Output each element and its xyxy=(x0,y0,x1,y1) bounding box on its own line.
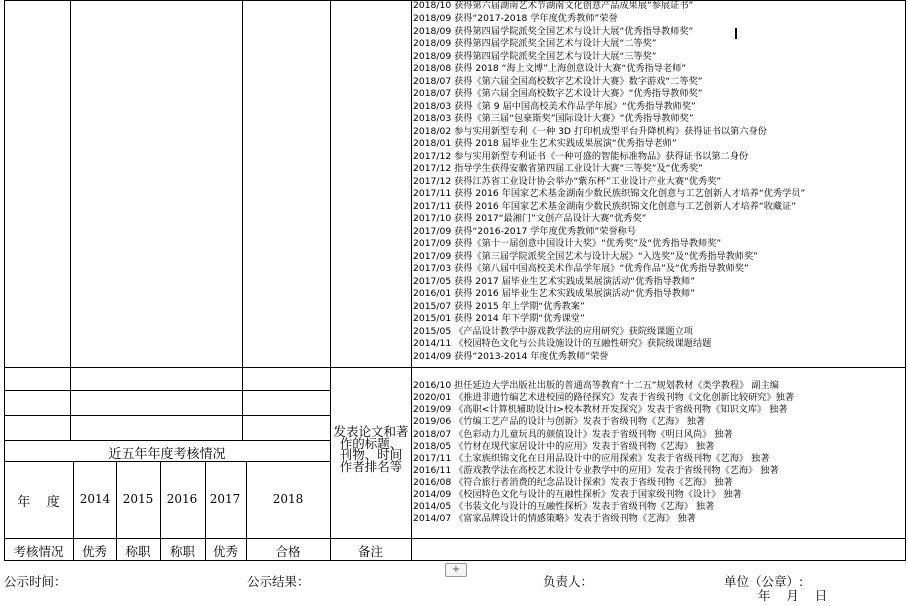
year-cell: 2016 xyxy=(166,492,198,506)
list-item: 2018/07 获得《第六届全国高校数字艺术设计大赛》数字游戏“二等奖” xyxy=(413,76,703,87)
list-item: 2017/11 获得 2016 年国家艺术基金湖南少数民族织锦文化创意与工艺创新人才培养“优秀学员” xyxy=(413,188,806,199)
list-item: 2018/09 获得第四届学院派奖全国艺术与设计大展“优秀指导教师奖” xyxy=(413,26,694,37)
result-cell: 称职 xyxy=(125,544,151,559)
list-item: 2015/01 获得 2014 年下学期“优秀课堂” xyxy=(413,313,585,324)
list-item: 2018/07 获得《第六届全国高校数字艺术设计大赛》“优秀指导教师奖” xyxy=(413,88,703,99)
grid-line xyxy=(4,560,906,561)
grid-line xyxy=(4,367,906,368)
unit-seal-label: 单位（公章）: xyxy=(724,574,804,589)
grid-line xyxy=(4,390,330,391)
list-item: 2019/09 《高职<计算机辅助设计Ⅰ>校本教材开发探究》发表于省级刊物《知识文库》 独著 xyxy=(413,404,788,415)
list-item: 2017/11 《土家族织锦文化在日用品设计中的应用探索》发表于省级刊物《艺海》 独著 xyxy=(413,453,770,464)
list-item: 2016/08 《符合旅行者消费的纪念品设计探索》发表于省级刊物《艺海》 独著 xyxy=(413,477,733,488)
year-label: 年 度 xyxy=(17,495,60,510)
list-item: 2019/06 《竹编工艺产品的设计与创新》发表于省级刊物《艺海》 独著 xyxy=(413,416,706,427)
add-row-icon[interactable]: + xyxy=(445,563,467,577)
notice-result-label: 公示结果： xyxy=(247,574,310,589)
list-item: 2018/08 获得 2018 “海上文博”上海创意设计大赛“优秀指导老师” xyxy=(413,63,687,74)
list-item: 2018/09 获得第四届学院派奖全国艺术与设计大展“三等奖” xyxy=(413,51,657,62)
result-cell: 优秀 xyxy=(212,544,238,559)
publications-header-line: 刊物、时间 xyxy=(339,447,403,462)
grid-line xyxy=(4,440,330,441)
list-item: 2020/01 《推进非遗竹编艺术进校园的路径探究》发表于省级刊物《文化创新比较研究》独著 xyxy=(413,392,795,403)
list-item: 2017/05 获得 2017 届毕业生艺术实践成果展演活动“优秀指导教师” xyxy=(413,276,695,287)
list-item: 2017/09 获得“2016-2017 学年度优秀教师”荣誉称号 xyxy=(413,226,637,237)
list-item: 2017/09 获得《第三届学院派奖全国艺术与设计大展》“入选奖”及“优秀指导教师奖” xyxy=(413,251,758,262)
list-item: 2018/05 《竹材在现代家居设计中的应用》发表于省级刊物《艺海》 独著 xyxy=(413,441,715,452)
list-item: 2017/03 获得《第八届中国高校美术作品学年展》“优秀作品”及“优秀指导教师奖” xyxy=(413,263,749,274)
list-item: 2016/01 获得 2016 届毕业生艺术实践成果展演活动“优秀指导教师” xyxy=(413,288,695,299)
list-item: 2018/07 《色彩动力儿童玩具的颜值设计》发表于省级刊物《明日风尚》 独著 xyxy=(413,429,733,440)
list-item: 2017/12 参与实用新型专利证书《一种可盛的智能标准物品》获得证书以第二身份 xyxy=(413,151,749,162)
list-item: 2014/05 《书装文化与设计的互融性探析》发表于省级刊物《艺海》 独著 xyxy=(413,501,715,512)
list-item: 2014/11 《校园特色文化与公共设施设计的互融性研究》获院级课题结题 xyxy=(413,338,712,349)
result-cell: 优秀 xyxy=(81,544,107,559)
remarks-label: 备注 xyxy=(357,544,383,559)
publications-header-line: 作的标题、 xyxy=(339,435,403,451)
grid-line xyxy=(242,0,243,440)
assessment-title: 近五年年度考核情况 xyxy=(108,447,226,462)
date-line: 年 月 日 xyxy=(758,588,828,603)
grid-line xyxy=(70,0,71,440)
grid-line xyxy=(4,0,5,561)
list-item: 2014/07 《富家品牌设计的情感策略》发表于省级刊物《艺海》 独著 xyxy=(413,513,696,524)
list-item: 2014/09 获得“2013-2014 年度优秀教师”荣誉 xyxy=(413,351,609,362)
list-item: 2017/12 获得江苏省工业设计协会举办“紫东杯”工业设计产业大赛“优秀奖” xyxy=(413,176,722,187)
list-item: 2016/11 《游戏教学法在高校艺术设计专业教学中的应用》发表于省级刊物《艺海》 独著 xyxy=(413,465,779,476)
year-cell: 2015 xyxy=(122,492,154,506)
list-item: 2016/10 担任延边大学出版社出版的普通高等教育“十二五”规划教材《类学教程》 副主编 xyxy=(413,380,779,391)
publications-header xyxy=(331,426,411,472)
grid-line xyxy=(4,538,906,539)
publications-header-line: 作者排名等 xyxy=(339,458,403,474)
grid-line xyxy=(4,415,330,416)
result-cell: 合格 xyxy=(275,544,301,559)
list-item: 2015/05 《产品设计教学中游戏教学法的应用研究》获院级课题立项 xyxy=(413,326,693,337)
list-item: 2015/07 获得 2015 年上学期“优秀教案” xyxy=(413,301,585,312)
results-label: 考核情况 xyxy=(13,544,64,559)
list-item: 2017/10 获得 2017“最湘门”文创产品设计大赛“优秀奖” xyxy=(413,213,647,224)
grid-line xyxy=(330,0,331,561)
list-item: 2018/02 参与实用新型专利《一种 3D 打印机成型平台升降机构》获得证书以第六身份 xyxy=(413,126,767,137)
text-cursor xyxy=(735,28,737,39)
grid-line xyxy=(905,0,906,561)
list-item: 2017/12 指导学生获得安徽省第四届工业设计大赛“三等奖”及“优秀奖” xyxy=(413,163,703,174)
result-cell: 称职 xyxy=(169,544,195,559)
list-item: 2014/09 《校园特色文化与设计的互融性探析》发表于国家级刊物《设计》 独著 xyxy=(413,489,742,500)
list-item: 2018/03 获得《第 9 届中国高校美术作品学年展》“优秀指导教师奖” xyxy=(413,101,696,112)
list-item: 2018/03 获得《第三届“包豪斯奖”国际设计大赛》“优秀指导教师奖” xyxy=(413,113,694,124)
year-cell: 2017 xyxy=(209,492,241,506)
list-item: 2018/10 获得第六届湖南艺术节湖南文化创意产品成果展“参展证书” xyxy=(413,0,694,11)
publications-header-line: 发表论文和著 xyxy=(333,424,409,439)
list-item: 2017/09 获得《第十一届创意中国设计大奖》“优秀奖”及“优秀指导教师奖” xyxy=(413,238,722,249)
responsible-label: 负责人： xyxy=(543,574,594,589)
list-item: 2017/11 获得 2016 年国家艺术基金湖南少数民族织锦文化创意与工艺创新人才培养“收藏证” xyxy=(413,201,797,212)
list-item: 2018/09 获得第四届学院派奖全国艺术与设计大展“二等奖” xyxy=(413,38,657,49)
notice-time-label: 公示时间： xyxy=(4,574,67,589)
grid-line xyxy=(411,0,412,561)
list-item: 2018/01 获得 2018 届毕业生艺术实践成果展演“优秀指导老师” xyxy=(413,138,677,149)
list-item: 2018/09 获得“2017-2018 学年度优秀教师”荣誉 xyxy=(413,13,618,24)
year-cell: 2018 xyxy=(272,492,304,506)
year-cell: 2014 xyxy=(79,492,111,506)
